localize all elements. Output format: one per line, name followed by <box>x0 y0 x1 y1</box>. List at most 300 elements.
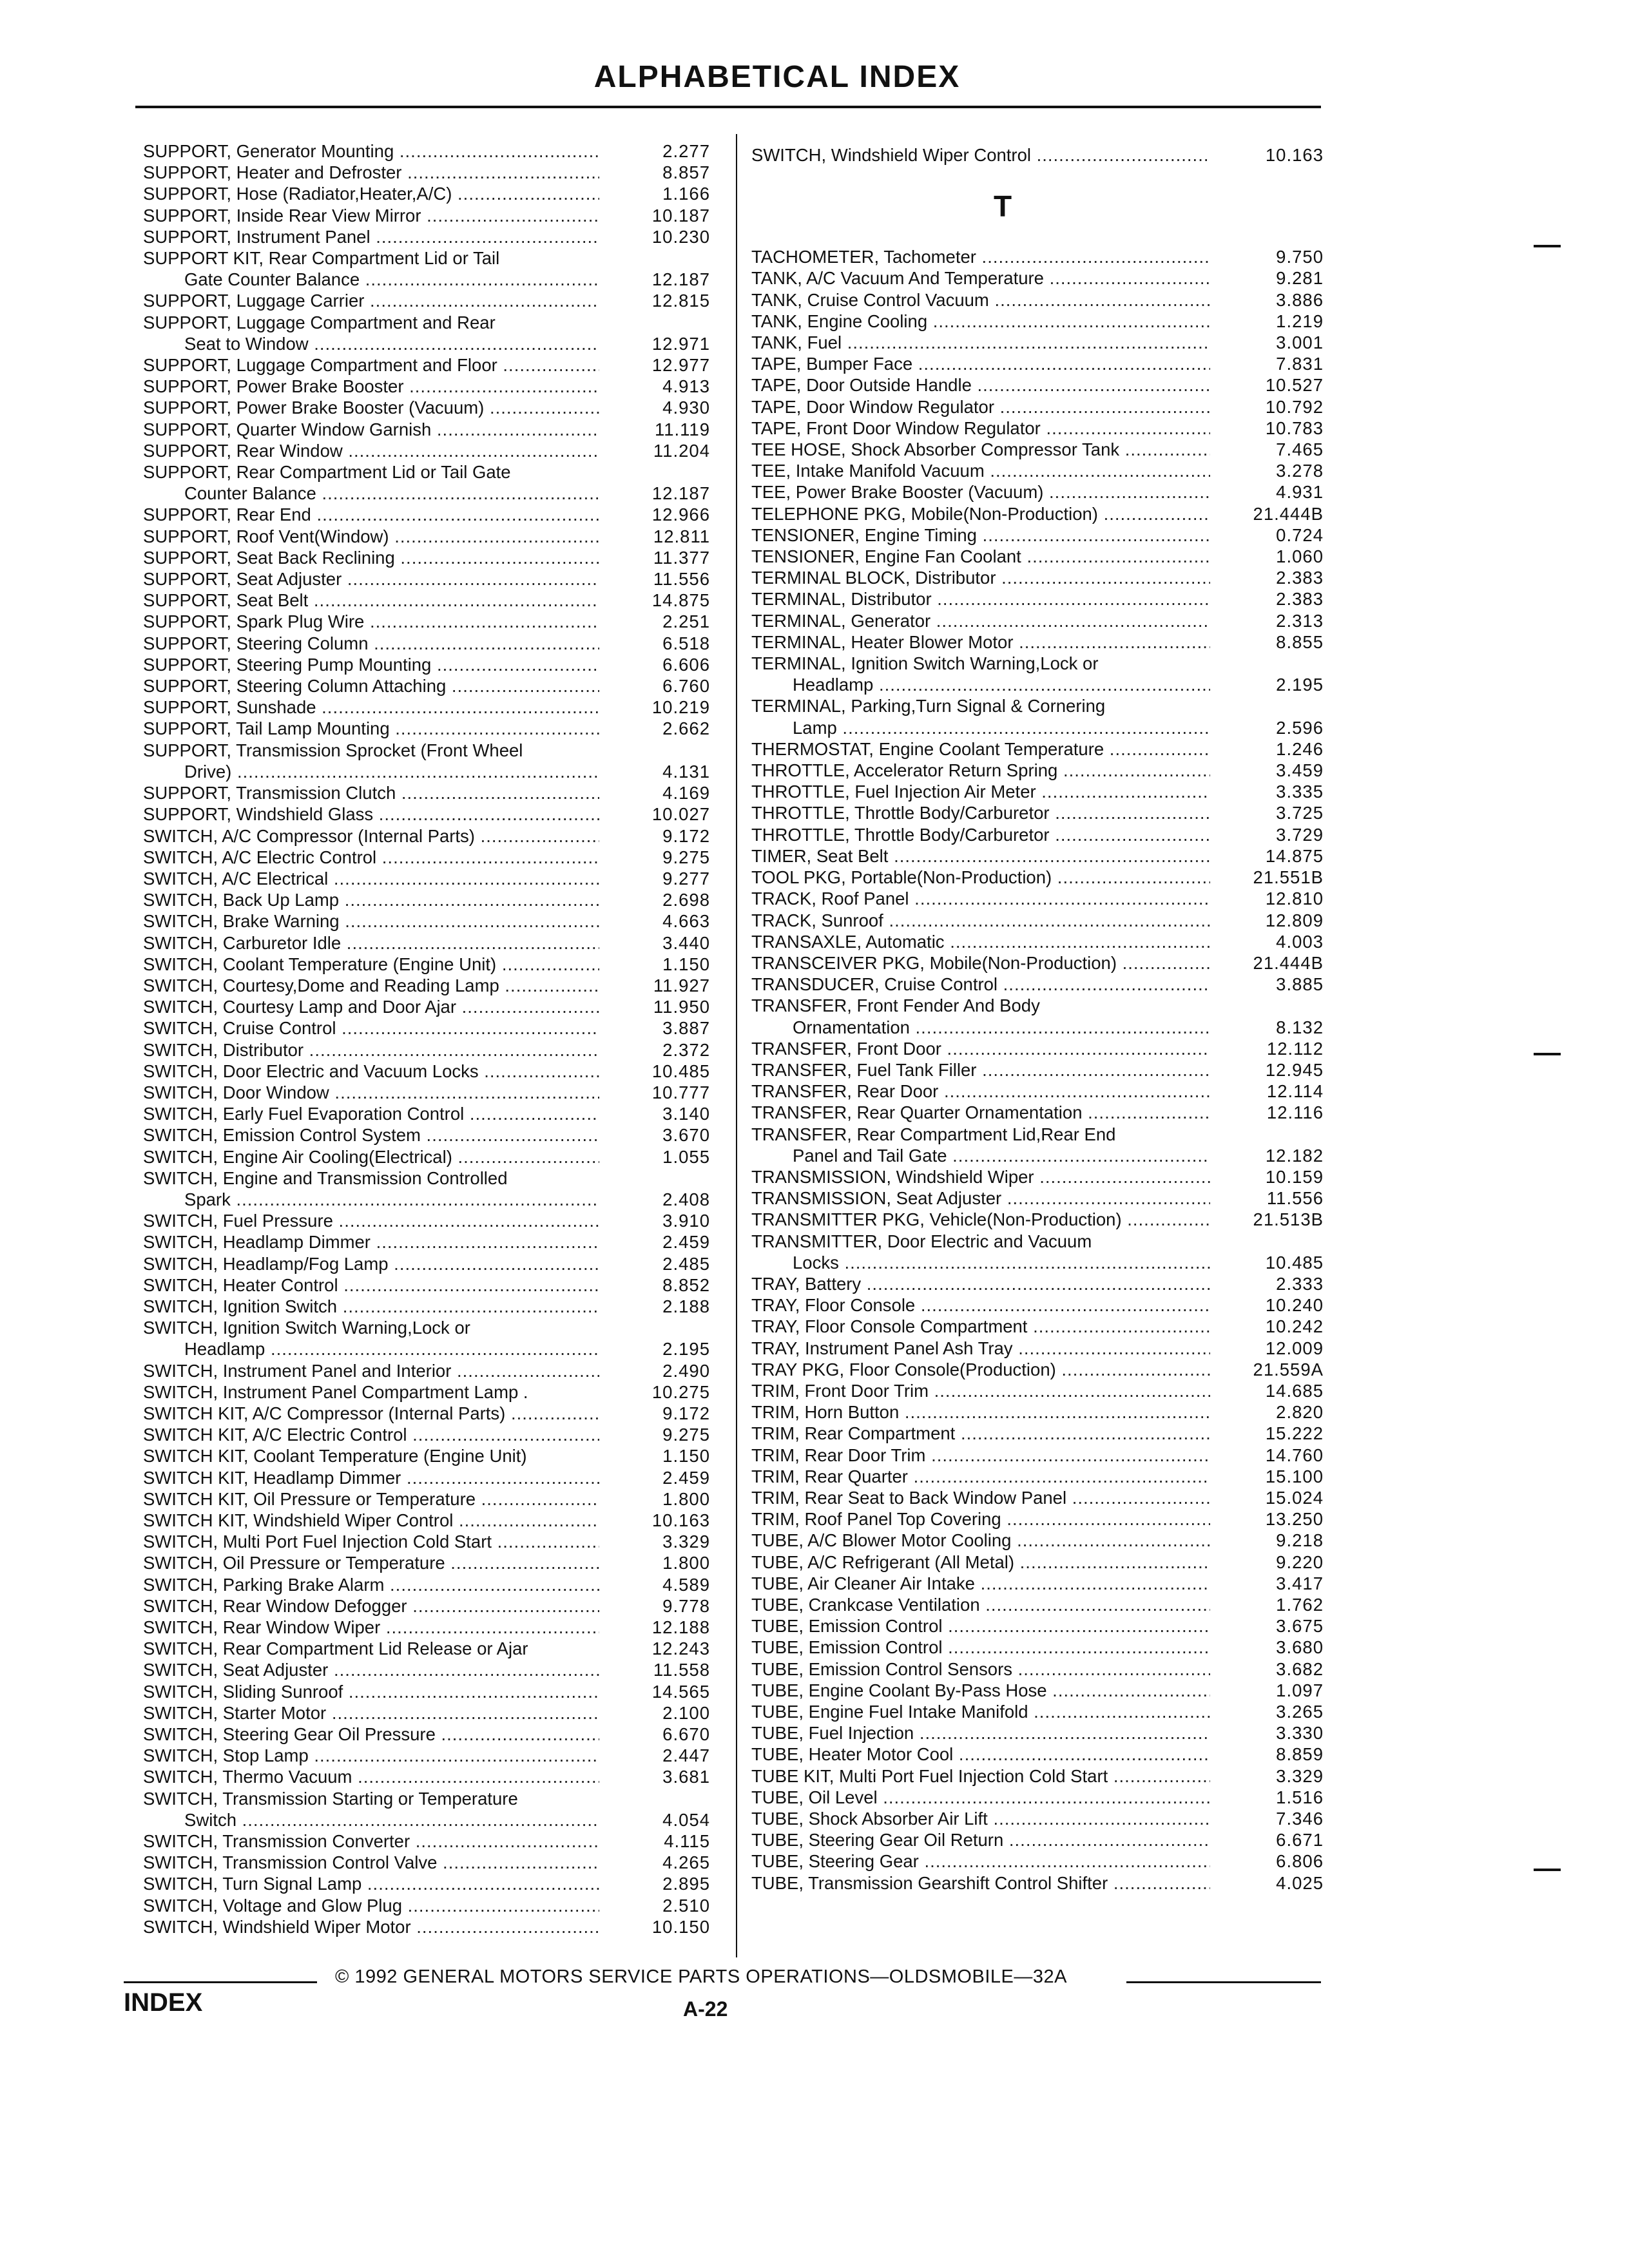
index-entry-line <box>143 1809 723 1831</box>
entry-text: TRANSMISSION, Seat Adjuster <box>751 1188 1002 1209</box>
entry-page-ref: 2.447 <box>662 1745 710 1766</box>
entry-page-ref: 1.055 <box>662 1146 710 1167</box>
entry-page-ref: 13.250 <box>1265 1509 1324 1530</box>
entry-label <box>143 183 599 204</box>
index-entry-line <box>143 1788 723 1809</box>
entry-text: SUPPORT, Power Brake Booster <box>143 376 404 397</box>
entry-text: TANK, A/C Vacuum And Temperature <box>751 268 1044 289</box>
entry-label <box>143 675 599 697</box>
entry-text: TOOL PKG, Portable(Non-Production) <box>751 867 1052 888</box>
entry-page-ref: 3.417 <box>1276 1573 1324 1593</box>
entry-page-ref: 1.060 <box>1276 546 1324 567</box>
entry-label <box>143 1788 599 1809</box>
index-entry-line <box>751 439 1331 460</box>
entry-text: SWITCH, Instrument Panel and Interior <box>143 1360 452 1381</box>
title-rule <box>135 106 1321 108</box>
index-entry-line <box>143 376 723 397</box>
index-entry-line <box>143 1724 723 1745</box>
entry-text: SWITCH, A/C Electrical <box>143 868 329 889</box>
entry-page-ref: 10.219 <box>651 697 710 718</box>
entry-label <box>751 1102 1210 1123</box>
entry-page-ref: 3.265 <box>1276 1702 1324 1722</box>
entry-text: TUBE, Air Cleaner Air Intake <box>751 1573 975 1593</box>
entry-label <box>751 1658 1210 1680</box>
index-entry-line <box>751 1445 1331 1466</box>
entry-text: TRANSFER, Rear Compartment Lid,Rear End <box>751 1124 1116 1144</box>
index-entry-line <box>143 718 723 739</box>
entry-text: SWITCH, Transmission Control Valve <box>143 1852 438 1873</box>
entry-label <box>143 1659 599 1680</box>
entry-label <box>751 546 1210 567</box>
entry-label <box>143 868 599 889</box>
entry-text: TUBE, Fuel Injection <box>751 1723 914 1744</box>
index-entry-line <box>751 931 1331 952</box>
entry-page-ref: 8.857 <box>662 162 710 183</box>
entry-label <box>751 1530 1210 1551</box>
index-entry-line <box>143 654 723 675</box>
entry-page-ref: 2.459 <box>662 1467 710 1488</box>
entry-label <box>751 1787 1210 1808</box>
entry-label <box>751 867 1210 888</box>
index-entry-line <box>751 524 1331 546</box>
index-entry-line <box>143 1253 723 1274</box>
entry-label <box>143 247 599 269</box>
entry-text: Counter Balance <box>184 483 316 504</box>
entry-text: TAPE, Door Outside Handle <box>751 375 972 396</box>
entry-label <box>751 1615 1210 1637</box>
entry-page-ref: 2.195 <box>662 1339 710 1360</box>
entry-text: SWITCH KIT, Headlamp Dimmer <box>143 1467 401 1488</box>
entry-page-ref: 10.027 <box>651 804 710 825</box>
entry-label <box>143 1360 599 1381</box>
entry-text: SUPPORT, Luggage Compartment and Rear <box>143 312 496 332</box>
entry-label <box>143 1403 599 1424</box>
index-entry-line <box>751 1273 1331 1294</box>
entry-page-ref: 14.565 <box>651 1681 710 1702</box>
index-entry-line <box>751 1466 1331 1487</box>
entry-page-ref: 9.750 <box>1276 247 1324 267</box>
entry-label <box>751 1231 1210 1252</box>
index-entry-line <box>143 675 723 697</box>
entry-label <box>751 1701 1210 1722</box>
index-entry-line <box>143 547 723 568</box>
page-number: A-22 <box>683 1997 728 2021</box>
index-entry-line <box>143 1381 723 1403</box>
entry-text: TRIM, Front Door Trim <box>751 1380 929 1401</box>
entry-label <box>751 1209 1210 1230</box>
entry-label <box>751 1038 1210 1059</box>
index-entry-line <box>751 246 1331 267</box>
entry-label <box>751 781 1210 802</box>
entry-page-ref: 2.333 <box>1276 1273 1324 1294</box>
index-entry-line <box>143 1766 723 1787</box>
entry-text: SWITCH KIT, Coolant Temperature (Engine Unit) <box>143 1446 527 1466</box>
entry-label <box>143 140 599 162</box>
entry-text: SWITCH, Ignition Switch Warning,Lock or <box>143 1318 470 1338</box>
entry-label <box>143 1124 599 1146</box>
entry-page-ref: 3.140 <box>662 1104 710 1124</box>
entry-label <box>143 1873 599 1894</box>
entry-text: TRIM, Rear Door Trim <box>751 1445 926 1465</box>
entry-text: SWITCH, A/C Electric Control <box>143 847 377 867</box>
entry-label <box>143 847 599 868</box>
index-entry-line <box>751 1701 1331 1722</box>
entry-page-ref: 2.510 <box>662 1895 710 1916</box>
index-entry-line <box>143 1617 723 1638</box>
entry-text: TUBE, Oil Level <box>751 1787 878 1807</box>
entry-label <box>143 1082 599 1103</box>
entry-label <box>143 1638 599 1659</box>
entry-label <box>143 975 599 996</box>
entry-label <box>143 1146 599 1168</box>
entry-label <box>751 418 1210 439</box>
entry-label <box>751 1508 1210 1530</box>
entry-text: TUBE, Steering Gear Oil Return <box>751 1830 1004 1850</box>
entry-page-ref: 11.556 <box>653 569 710 590</box>
entry-page-ref: 12.977 <box>651 355 710 376</box>
entry-page-ref: 4.589 <box>662 1574 710 1595</box>
entry-label <box>751 1872 1210 1894</box>
entry-page-ref: 6.606 <box>662 654 710 675</box>
entry-page-ref: 3.329 <box>1276 1765 1324 1786</box>
entry-page-ref: 10.777 <box>651 1082 710 1102</box>
entry-label <box>751 738 1210 760</box>
index-entry-line <box>143 1424 723 1445</box>
entry-page-ref: 12.187 <box>651 269 710 290</box>
index-entry-line <box>751 845 1331 867</box>
index-entry-line <box>751 503 1331 524</box>
entry-label <box>751 631 1210 653</box>
index-entry-line <box>143 1039 723 1061</box>
index-entry-line <box>143 183 723 204</box>
entry-page-ref: 11.377 <box>653 547 710 568</box>
index-entry-line <box>143 761 723 782</box>
index-entry-line <box>751 824 1331 845</box>
index-entry-line <box>751 1850 1331 1872</box>
entry-label <box>751 1401 1210 1423</box>
entry-page-ref: 3.440 <box>662 932 710 953</box>
index-entry-line <box>143 1274 723 1296</box>
entry-page-ref: 2.895 <box>662 1874 710 1894</box>
entry-label <box>751 1594 1210 1615</box>
entry-label <box>143 996 599 1017</box>
entry-label <box>143 718 599 739</box>
entry-label <box>143 1103 599 1124</box>
entry-label <box>143 1168 599 1189</box>
entry-text: SUPPORT, Generator Mounting <box>143 141 394 161</box>
index-entry-line <box>751 738 1331 760</box>
index-entry-line <box>143 825 723 847</box>
entry-page-ref: 9.778 <box>662 1595 710 1616</box>
entry-page-ref: 0.724 <box>1276 524 1324 545</box>
entry-page-ref: 9.218 <box>1276 1530 1324 1551</box>
entry-label <box>143 162 599 183</box>
index-entry-line <box>751 1124 1331 1145</box>
entry-page-ref: 1.166 <box>662 184 710 204</box>
entry-text: TRAY, Battery <box>751 1273 862 1294</box>
entry-page-ref: 21.513B <box>1253 1209 1324 1230</box>
entry-text: TEE HOSE, Shock Absorber Compressor Tank <box>751 439 1120 460</box>
index-entry-line <box>143 440 723 461</box>
index-entry-line <box>751 653 1331 674</box>
entry-text: SWITCH, Rear Window Defogger <box>143 1595 407 1616</box>
entry-page-ref: 1.800 <box>662 1553 710 1573</box>
entry-text: THROTTLE, Accelerator Return Spring <box>751 760 1058 781</box>
entry-text: SUPPORT, Tail Lamp Mounting <box>143 718 390 739</box>
entry-text: TERMINAL BLOCK, Distributor <box>751 568 996 588</box>
entry-label <box>143 1467 599 1488</box>
entry-page-ref: 3.330 <box>1276 1723 1324 1744</box>
entry-text: SWITCH, A/C Compressor (Internal Parts) <box>143 825 475 846</box>
index-entry-line <box>143 1852 723 1873</box>
index-entry-line <box>143 1831 723 1852</box>
entry-page-ref: 10.150 <box>651 1916 710 1937</box>
entry-page-ref: 4.169 <box>662 783 710 803</box>
entry-text: SWITCH, Back Up Lamp <box>143 890 340 910</box>
entry-page-ref: 4.115 <box>664 1831 710 1852</box>
index-entry-line <box>751 1081 1331 1102</box>
entry-label <box>751 144 1210 166</box>
entry-label <box>143 397 599 418</box>
index-entry-line <box>751 1487 1331 1508</box>
entry-text: TRANSAXLE, Automatic <box>751 931 945 952</box>
entry-text: SWITCH, Steering Gear Oil Pressure <box>143 1724 436 1745</box>
index-entry-line <box>143 526 723 547</box>
entry-text: TRIM, Horn Button <box>751 1402 900 1423</box>
entry-page-ref: 9.275 <box>662 1425 710 1445</box>
entry-page-ref: 1.246 <box>1276 738 1324 759</box>
index-entry-line <box>751 460 1331 481</box>
entry-page-ref: 10.783 <box>1265 418 1324 438</box>
entry-label <box>143 1745 599 1766</box>
entry-label <box>143 590 599 611</box>
entry-label <box>751 481 1210 503</box>
index-entry-line <box>751 144 1331 166</box>
entry-page-ref: 12.810 <box>1265 889 1324 909</box>
index-entry-line <box>751 1231 1331 1252</box>
index-entry-line <box>143 290 723 311</box>
entry-text: SUPPORT, Steering Column <box>143 633 369 653</box>
entry-page-ref: 8.855 <box>1276 631 1324 652</box>
entry-label <box>143 1039 599 1061</box>
index-entry-line <box>143 1189 723 1210</box>
index-entry-line <box>751 1680 1331 1701</box>
entry-text: TIMER, Seat Belt <box>751 845 889 866</box>
entry-label <box>143 761 599 782</box>
index-entry-line <box>751 1380 1331 1401</box>
entry-text: TRAY PKG, Floor Console(Production) <box>751 1359 1056 1379</box>
entry-text: Panel and Tail Gate <box>793 1145 947 1166</box>
index-entry-line <box>143 910 723 932</box>
entry-label <box>751 267 1210 289</box>
entry-page-ref: 10.275 <box>651 1381 710 1402</box>
entry-label <box>751 460 1210 481</box>
index-entry-line <box>751 1872 1331 1894</box>
entry-text: SWITCH, Rear Compartment Lid Release or Ajar <box>143 1639 528 1659</box>
entry-label <box>143 697 599 718</box>
entry-text: SWITCH KIT, A/C Electric Control <box>143 1425 407 1445</box>
index-entry-line <box>143 140 723 162</box>
entry-label <box>751 995 1210 1016</box>
index-entry-line <box>751 1316 1331 1337</box>
index-entry-line <box>751 332 1331 353</box>
index-entry-line <box>751 1637 1331 1658</box>
entry-page-ref: 6.671 <box>1276 1830 1324 1850</box>
index-entry-line <box>751 1401 1331 1423</box>
entry-page-ref: 2.100 <box>662 1702 710 1723</box>
entry-text: SUPPORT, Steering Column Attaching <box>143 676 447 697</box>
footer-section-label: INDEX <box>124 1988 203 2017</box>
section-letter-heading: T <box>993 189 1012 223</box>
entry-label <box>751 802 1210 823</box>
index-entry-line <box>751 1102 1331 1123</box>
entry-label <box>751 396 1210 418</box>
entry-page-ref: 8.132 <box>1276 1017 1324 1037</box>
entry-label <box>751 1637 1210 1658</box>
index-entry-line <box>751 1530 1331 1551</box>
index-entry-line <box>751 952 1331 974</box>
entry-label <box>143 290 599 311</box>
entry-page-ref: 9.172 <box>662 825 710 846</box>
index-entry-line <box>751 1294 1331 1316</box>
index-entry-line <box>751 717 1331 738</box>
entry-label <box>751 1187 1210 1209</box>
entry-text: TRIM, Rear Quarter <box>751 1466 908 1486</box>
entry-text: SUPPORT, Rear End <box>143 505 311 525</box>
entry-text: TRIM, Roof Panel Top Covering <box>751 1509 1001 1530</box>
entry-text: TRAY, Floor Console <box>751 1295 916 1316</box>
entry-text: SWITCH, Distributor <box>143 1039 304 1060</box>
entry-text: TEE, Power Brake Booster (Vacuum) <box>751 482 1044 503</box>
entry-label <box>143 1831 599 1852</box>
entry-label <box>143 1724 599 1745</box>
entry-page-ref: 2.485 <box>662 1253 710 1274</box>
entry-page-ref: 3.681 <box>662 1767 710 1787</box>
entry-label <box>751 1380 1210 1401</box>
entry-label <box>143 376 599 397</box>
entry-page-ref: 6.806 <box>1276 1851 1324 1872</box>
entry-page-ref: 9.277 <box>662 868 710 889</box>
entry-label <box>751 888 1210 909</box>
entry-label <box>143 269 599 290</box>
index-entry-line <box>143 782 723 803</box>
index-entry-line <box>143 1360 723 1381</box>
entry-page-ref: 4.931 <box>1276 482 1324 503</box>
entry-page-ref: 4.054 <box>662 1809 710 1830</box>
entry-text: SWITCH, Instrument Panel Compartment Lamp . <box>143 1381 528 1402</box>
entry-page-ref: 1.762 <box>1276 1595 1324 1615</box>
entry-label <box>751 1573 1210 1594</box>
entry-label <box>143 1552 599 1573</box>
entry-text: Seat to Window <box>184 333 309 354</box>
entry-text: TRANSFER, Rear Door <box>751 1081 939 1102</box>
entry-label <box>751 439 1210 460</box>
entry-text: SUPPORT, Seat Belt <box>143 590 309 611</box>
entry-label <box>143 354 599 376</box>
index-entry-line <box>751 888 1331 909</box>
entry-text: TUBE, Emission Control <box>751 1616 943 1637</box>
entry-label <box>143 1574 599 1595</box>
entry-page-ref: 3.329 <box>662 1532 710 1552</box>
index-entry-line <box>143 226 723 247</box>
entry-label <box>751 246 1210 267</box>
entry-page-ref: 11.927 <box>653 975 710 995</box>
entry-page-ref: 2.313 <box>1276 610 1324 631</box>
entry-text: TACHOMETER, Tachometer <box>751 247 976 267</box>
entry-page-ref: 14.760 <box>1265 1445 1324 1465</box>
index-entry-line <box>143 1103 723 1124</box>
index-entry-line <box>143 205 723 226</box>
index-entry-line <box>143 1916 723 1937</box>
entry-label <box>751 503 1210 524</box>
entry-text: SWITCH, Coolant Temperature (Engine Unit) <box>143 954 497 974</box>
entry-page-ref: 1.150 <box>662 954 710 974</box>
index-entry-line <box>143 1338 723 1360</box>
entry-text: Headlamp <box>184 1339 265 1360</box>
entry-page-ref: 10.159 <box>1265 1166 1324 1187</box>
entry-page-ref: 2.408 <box>662 1189 710 1209</box>
entry-text: TUBE KIT, Multi Port Fuel Injection Cold Start <box>751 1765 1108 1786</box>
entry-label <box>143 1510 599 1531</box>
index-entry-line <box>751 267 1331 289</box>
index-entry-line <box>751 1552 1331 1573</box>
entry-label <box>143 889 599 910</box>
index-entry-line <box>143 269 723 290</box>
entry-text: SWITCH, Cruise Control <box>143 1018 336 1039</box>
index-entry-line <box>143 1017 723 1039</box>
column-divider <box>736 134 737 1957</box>
index-entry-line <box>751 631 1331 653</box>
entry-label <box>751 588 1210 610</box>
entry-label <box>143 1296 599 1317</box>
entry-page-ref: 1.516 <box>1276 1787 1324 1807</box>
entry-label <box>143 1061 599 1082</box>
entry-label <box>143 461 599 483</box>
entry-text: THERMOSTAT, Engine Coolant Temperature <box>751 738 1104 759</box>
entry-label <box>751 1166 1210 1187</box>
index-entry-line <box>751 418 1331 439</box>
entry-text: SWITCH, Windshield Wiper Motor <box>143 1916 411 1937</box>
entry-text: TRANSCEIVER PKG, Mobile(Non-Production) <box>751 952 1117 973</box>
index-entry-line <box>143 611 723 632</box>
entry-text: THROTTLE, Fuel Injection Air Meter <box>751 782 1036 802</box>
entry-text: SWITCH, Thermo Vacuum <box>143 1767 352 1787</box>
entry-page-ref: 11.204 <box>653 440 710 461</box>
entry-page-ref: 10.527 <box>1265 375 1324 396</box>
entry-text: SUPPORT, Inside Rear View Mirror <box>143 205 421 226</box>
entry-label <box>751 311 1210 332</box>
entry-text: TENSIONER, Engine Timing <box>751 524 977 545</box>
index-entry-line <box>751 311 1331 332</box>
entry-text: SWITCH, Turn Signal Lamp <box>143 1874 362 1894</box>
index-entry-line <box>751 588 1331 610</box>
entry-page-ref: 14.685 <box>1265 1380 1324 1401</box>
entry-label <box>143 312 599 333</box>
entry-label <box>751 760 1210 781</box>
index-entry-line <box>143 1168 723 1189</box>
entry-label <box>143 1595 599 1617</box>
entry-page-ref: 12.116 <box>1266 1102 1324 1123</box>
copyright-line: © 1992 GENERAL MOTORS SERVICE PARTS OPERATIONS—OLDSMOBILE—32A <box>335 1966 1067 1987</box>
entry-page-ref: 21.551B <box>1253 867 1324 888</box>
entry-text: SUPPORT, Seat Adjuster <box>143 569 342 590</box>
index-entry-line <box>751 974 1331 995</box>
entry-page-ref: 12.114 <box>1266 1081 1324 1102</box>
entry-label <box>143 504 599 525</box>
entry-text: SWITCH, Carburetor Idle <box>143 932 342 953</box>
entry-text: SUPPORT, Luggage Compartment and Floor <box>143 355 497 376</box>
index-entry-line <box>143 1531 723 1552</box>
